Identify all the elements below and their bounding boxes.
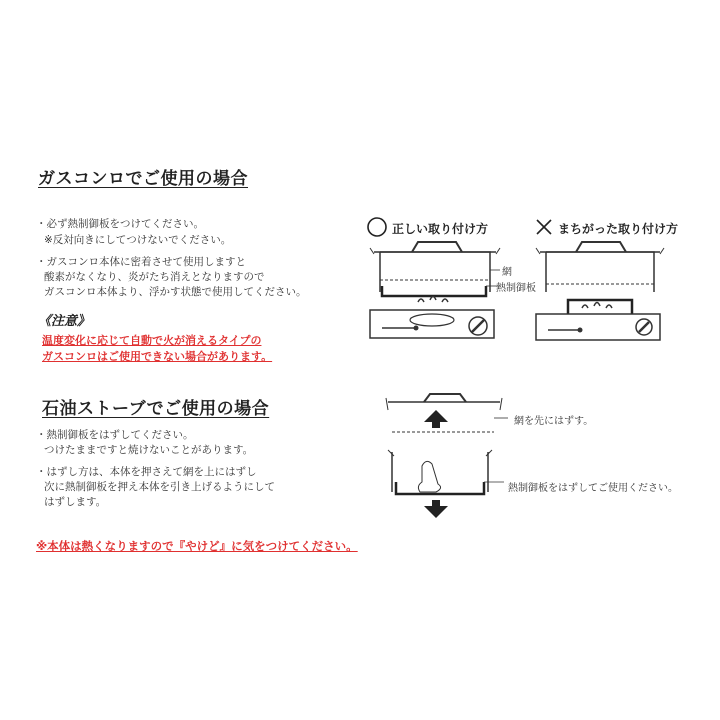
stove-bullet1-line1: ・熱制御板をはずしてください。	[36, 429, 194, 441]
gas-section-heading: ガスコンロでご使用の場合	[38, 169, 248, 189]
gas-bullet2-line2: 酸素がなくなり、炎がたち消えとなりますので	[44, 271, 265, 283]
wrong-diagram	[532, 236, 672, 346]
gas-bullet2-line3: ガスコンロ本体より、浮かす状態で使用してください。	[44, 286, 307, 298]
label-remove-plate: 熱制御板をはずしてご使用ください。	[508, 483, 678, 494]
stove-section-heading: 石油ストーブでご使用の場合	[42, 399, 270, 419]
wrong-title: まちがった取り付け方	[558, 222, 679, 236]
note-heading: 《注意》	[38, 314, 91, 329]
arrow-up-icon	[424, 410, 448, 428]
stove-bullet1-line2: つけたままですと焼けないことがあります。	[44, 444, 254, 456]
arrow-down-icon	[424, 500, 448, 518]
stove-bullet2-line2: 次に熱制御板を押え本体を引き上げるようにして	[44, 481, 275, 493]
stove-diagram	[384, 390, 514, 522]
circle-ok-icon	[366, 216, 388, 238]
stove-bullet2-line3: はずします。	[44, 496, 107, 508]
note-line1: 温度変化に応じて自動で火が消えるタイプの	[42, 334, 262, 347]
gas-bullet1-line2: ※反対向きにしてつけないでください。	[44, 234, 232, 246]
stove-bullet2-line1: ・はずし方は、本体を押さえて網を上にはずし	[36, 466, 257, 478]
label-heat-plate: 熱制御板	[496, 283, 536, 294]
correct-diagram	[366, 236, 516, 346]
gas-bullet1-line1: ・必ず熱制御板をつけてください。	[36, 218, 204, 230]
cross-ng-icon	[535, 218, 553, 236]
footer-warning: ※本体は熱くなりますので『やけど』に気をつけてください。	[36, 539, 358, 553]
gas-bullet2-line1: ・ガスコンロ本体に密着させて使用しますと	[36, 256, 246, 268]
correct-title: 正しい取り付け方	[392, 222, 489, 236]
label-net: 網	[502, 267, 512, 278]
label-remove-net: 網を先にはずす。	[514, 416, 594, 427]
note-line2: ガスコンロはご使用できない場合があります。	[42, 350, 273, 363]
